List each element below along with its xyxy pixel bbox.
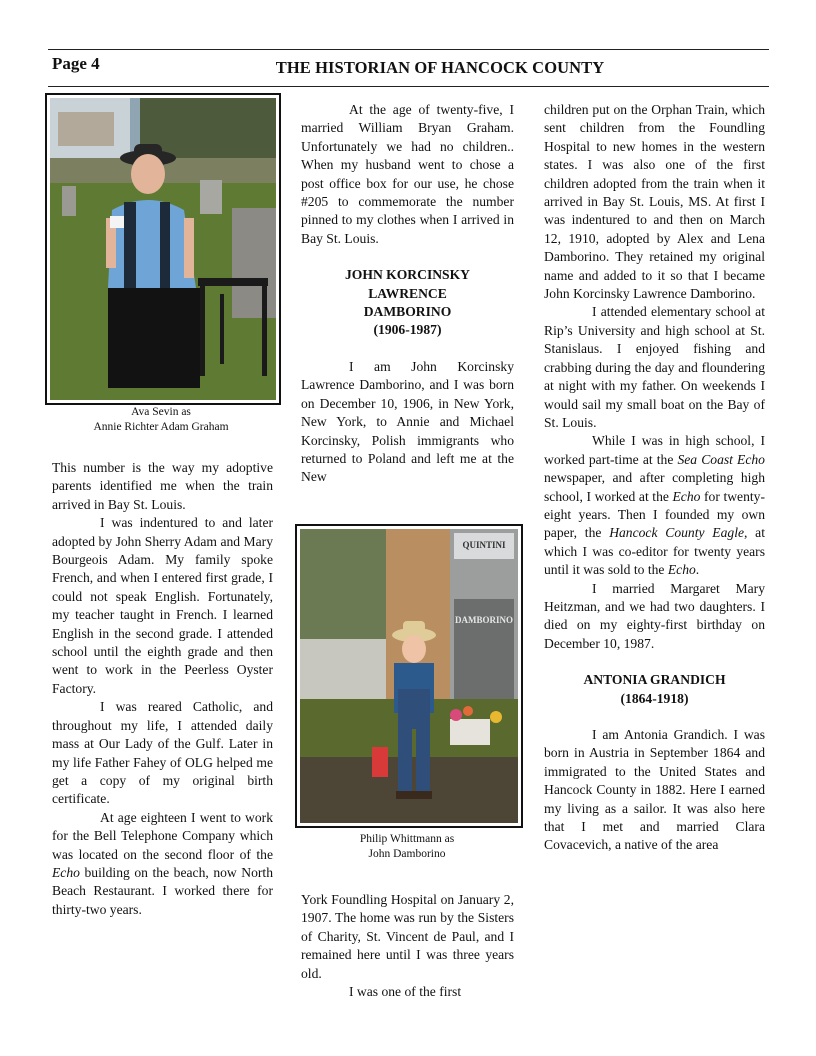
paragraph: children put on the Orphan Train, which sent children from the Foundling Hospital to new homes in the western states. I was also one of the first children adopted from the train when it arrived in Bay St. Louis, MS. At first I was indentured to and then on March 12, 1910, adopted by Alex and Lena Damborino. They retained my original name and added to it so that I became John Korcinsky Lawrence Damborino. <box>544 102 765 302</box>
paragraph: I was indentured to and later adopted by John Sherry Adam and Mary Bourgeois Adam. My family spoke French, and when I entered first grade, I could not speak English. Fortunately, my teacher taught in French. I learned English in the second grade. I attended school until the eighth grade and then went to work in the Peerless Oyster Factory. <box>52 515 273 696</box>
spacer <box>544 653 765 671</box>
column-3 <box>544 101 765 855</box>
newspaper-title: Echo <box>672 488 701 504</box>
newspaper-title: Echo <box>667 562 696 578</box>
paragraph: I am John Korcinsky Lawrence Damborino, and I was born on December 10, 1906, in New York, New York, to Annie and Michael Korcinsky, Polish immigrants who returned to Poland and left me at the New <box>301 358 514 485</box>
column-1 <box>52 459 273 919</box>
newspaper-title: Hancock County Eagle <box>609 525 745 541</box>
paragraph: I married Margaret Mary Heitzman, and we had two daughters. I died on my eighty-first birthday on December 10, 1987. <box>544 580 765 651</box>
section-heading: (1864-1918) <box>620 690 689 706</box>
text-run: While I was in high school, I worked part-time at the <box>544 433 765 467</box>
section-heading: (1906-1987) <box>373 322 442 338</box>
photo-philip-caption <box>295 832 519 862</box>
caption-line: Annie Richter Adam Graham <box>93 421 229 433</box>
spacer <box>544 708 765 726</box>
tomb-sign-mid: DAMBORINO <box>455 615 513 625</box>
section-heading: ANTONIA GRANDICH <box>583 672 726 688</box>
text-run: newspaper, and after completing high school, I worked at the <box>544 470 765 504</box>
spacer <box>301 340 514 358</box>
paragraph: York Foundling Hospital on January 2, 1907. The home was run by the Sisters of Charity, St. Vincent de Paul, and I remained here until I was three years old. <box>301 892 514 981</box>
spacer <box>301 248 514 266</box>
text-run: building on the beach, now North Beach Restaurant. I worked there for thirty-two years. <box>52 864 273 917</box>
paragraph <box>52 809 273 919</box>
paragraph: I was reared Catholic, and throughout my life, I attended daily mass at Our Lady of the Gulf. Later in my life Father Fahey of OLG helped me get a copy of my original birth certificate. <box>52 699 273 807</box>
section-heading: LAWRENCE <box>368 285 447 301</box>
text-run: , at which I was co-editor for twenty years until it was sold to the <box>544 525 765 578</box>
column-2-top <box>301 101 514 487</box>
section-heading: JOHN KORCINSKY <box>345 267 470 283</box>
paragraph: I was one of the first <box>349 984 462 1000</box>
paragraph: This number is the way my adoptive parents identified me when the train arrived in Bay St. Louis. <box>52 460 273 512</box>
header-bottom-rule <box>48 86 769 87</box>
paragraph: I am Antonia Grandich. I was born in Austria in September 1864 and immigrated to the United States and Hancock County in 1882. Here I earned my living as a sailor. It was also here that I met and married Clara Covacevich, a native of the area <box>544 727 765 853</box>
paragraph: At the age of twenty-five, I married William Bryan Graham. Unfortunately we had no children.. When my husband went to chose a post office box for our use, he chose #205 to commemorate the number pinned to my clothes when I arrived in Bay St. Louis. <box>301 102 514 246</box>
caption-line: Philip Whittmann as <box>359 833 455 845</box>
newsletter-masthead: THE HISTORIAN OF HANCOCK COUNTY <box>275 58 605 77</box>
column-2-bottom <box>301 891 514 1001</box>
paragraph <box>544 432 765 579</box>
photo-philip-whittmann <box>295 524 523 828</box>
text-run: At age eighteen I went to work for the Bell Telephone Company which was located on the second floor of the <box>52 809 273 862</box>
page-number: Page 4 <box>52 54 100 73</box>
text-run: for twenty-eight years. Then I founded my own paper, the <box>544 488 765 541</box>
caption-line: John Damborino <box>368 848 446 860</box>
header-top-rule <box>48 49 769 50</box>
photo-ava-caption <box>45 405 277 435</box>
tomb-sign-top: QUINTINI <box>462 540 506 550</box>
newspaper-title: Sea Coast Echo <box>677 451 765 467</box>
photo-ava-sevin <box>45 93 281 405</box>
caption-line: Ava Sevin as <box>131 406 191 418</box>
newspaper-title: Echo <box>52 864 80 880</box>
section-heading: DAMBORINO <box>363 304 452 320</box>
text-run: . <box>695 562 700 578</box>
paragraph: I attended elementary school at Rip’s University and high school at St. Stanislaus. I enjoyed fishing and crabbing during the day and floundering at night with my father. On weekends I would sail my small boat on the Bay of St. Louis. <box>544 304 765 430</box>
